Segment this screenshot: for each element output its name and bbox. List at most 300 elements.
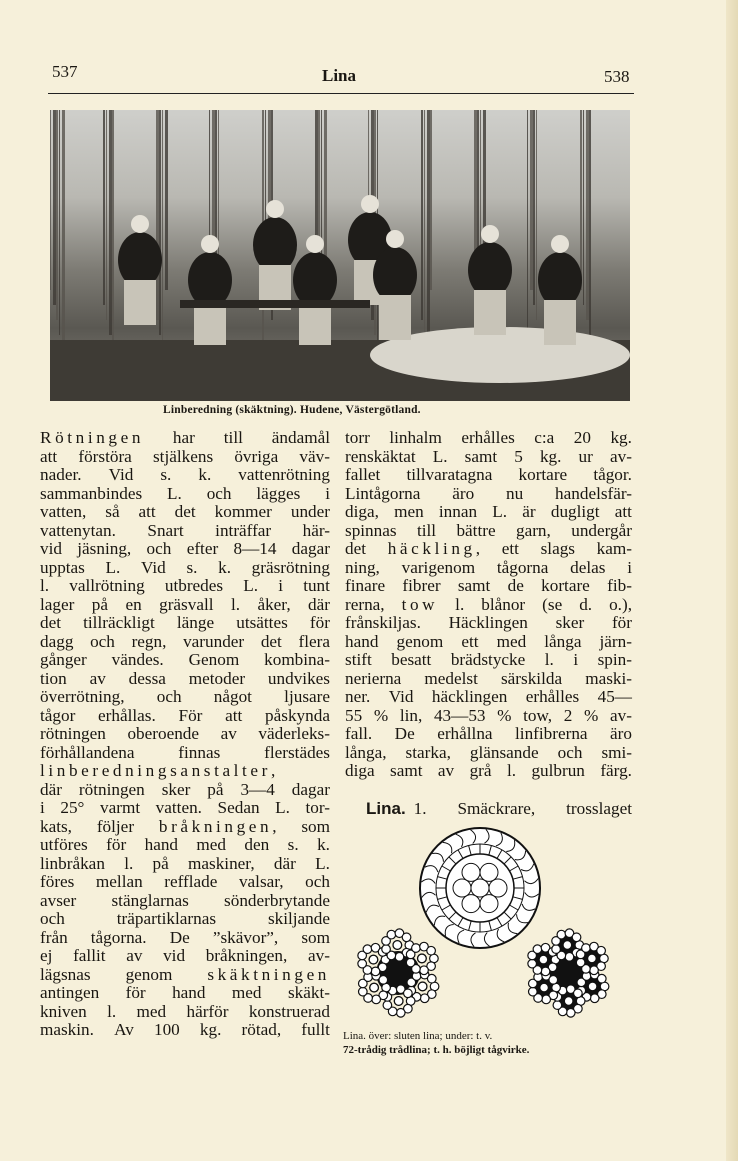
word: L. (167, 483, 182, 503)
person (253, 217, 297, 273)
word: är (522, 502, 536, 521)
word: fallit (73, 946, 106, 965)
word: som (301, 927, 330, 947)
word: det (260, 631, 282, 651)
word: och (156, 687, 182, 706)
line-text (40, 818, 330, 837)
text-line (40, 688, 330, 707)
word: för (611, 613, 632, 632)
word: den (244, 835, 270, 854)
word: l. (124, 853, 134, 873)
wire (372, 995, 381, 1004)
word: vatten. (155, 798, 202, 817)
wire (563, 941, 572, 950)
page-edge (726, 0, 738, 1161)
word: 55 (345, 705, 363, 725)
word: Vid (141, 557, 166, 577)
word: för (309, 613, 330, 632)
spaced-term: skäktningen (207, 964, 330, 984)
text-line (40, 596, 330, 615)
word: i (278, 576, 284, 595)
word: varmt (100, 798, 141, 817)
tree-trunk (536, 110, 537, 320)
word: 3—4 (240, 779, 275, 799)
word: Lintågorna (345, 483, 421, 503)
word: gräsrötning (251, 557, 330, 577)
word: k. (218, 557, 231, 577)
word: utföres (40, 835, 88, 854)
word: Vid (108, 465, 134, 484)
word: sammanbindes (40, 483, 143, 503)
text-line (40, 485, 330, 504)
text-line (345, 485, 632, 504)
word: med (196, 835, 227, 854)
header-rule (48, 93, 634, 94)
wire (565, 953, 574, 962)
word: k. (317, 835, 330, 854)
word: finare (345, 576, 386, 595)
text-line (40, 929, 330, 948)
wire (394, 997, 403, 1006)
word: % (373, 705, 389, 725)
text-line (345, 466, 632, 485)
word: Av (114, 1020, 134, 1039)
word: och (90, 631, 115, 651)
core-wire (462, 863, 480, 881)
word: konstruerad (248, 1001, 330, 1021)
word: Sedan (217, 798, 260, 817)
core-wire (489, 879, 507, 897)
text-line (40, 559, 330, 578)
word: delas (570, 557, 606, 577)
word: genom (396, 631, 444, 651)
text-line (345, 744, 632, 763)
word: samt (457, 576, 491, 595)
word: i (40, 798, 45, 817)
word: nerierna (345, 668, 402, 688)
word: för (106, 835, 127, 854)
text-segment: kats, följer (40, 816, 159, 836)
photograph-flax-processing (50, 110, 630, 401)
wire (576, 958, 585, 967)
word: fullt (301, 1020, 330, 1039)
text-segment: , (270, 761, 276, 780)
word: från (40, 927, 68, 947)
word: skäkt- (287, 983, 330, 1002)
word: L. (243, 576, 259, 595)
word: Genom (188, 650, 240, 669)
word: smi- (601, 742, 632, 762)
word: sönderbrytande (224, 890, 330, 910)
line-text (40, 966, 330, 985)
word: av (89, 668, 106, 688)
wire (412, 944, 421, 953)
wire (528, 959, 537, 968)
wire (597, 946, 606, 955)
text-column-right (345, 429, 632, 781)
word: vallrötning (69, 576, 145, 595)
tree-trunk (112, 110, 114, 350)
word: frånskiljas. (345, 613, 421, 632)
text-line (40, 781, 330, 800)
text-line (345, 429, 632, 448)
word: på (152, 853, 169, 873)
word: att (138, 502, 156, 521)
wire (396, 1009, 405, 1018)
word: på (91, 594, 109, 614)
text-line (345, 522, 632, 541)
word: tor- (305, 798, 330, 817)
word: så (105, 502, 120, 521)
word: på (207, 779, 224, 799)
word: Snart (147, 520, 184, 540)
word: i (573, 650, 579, 669)
text-line (345, 670, 632, 689)
word: jäsning, (77, 539, 132, 558)
word: väderleks- (258, 724, 330, 743)
text-line (40, 892, 330, 911)
tree-trunk (62, 110, 65, 350)
tree-trunk (527, 110, 528, 350)
word: färg. (600, 761, 632, 780)
word: stänglarnas (111, 890, 189, 910)
word: och (146, 539, 172, 558)
text-segment: har till ändamål (144, 428, 330, 447)
word: garn, (515, 520, 551, 540)
word: c:a (534, 428, 555, 447)
wire (427, 946, 436, 955)
word: innan (438, 502, 478, 521)
word: härför (186, 1001, 229, 1021)
text-segment: , ett slags kam- (475, 539, 633, 558)
wire (541, 967, 550, 976)
wire (582, 944, 591, 953)
tree-trunk (53, 110, 56, 305)
text-line (40, 818, 330, 837)
word: l. (544, 650, 554, 669)
word: avser (40, 890, 77, 910)
word: rötad, (241, 1020, 282, 1039)
word: varigenom (401, 557, 476, 577)
text-line (40, 429, 330, 448)
word: sker (161, 779, 191, 799)
word: med (136, 1001, 167, 1021)
text-line (345, 596, 632, 615)
entry-text: 1. Smäckrare, trosslaget (413, 799, 632, 818)
text-line (40, 651, 330, 670)
person-head (361, 195, 379, 213)
word: kg. (539, 446, 562, 466)
word: samt (390, 761, 423, 780)
entry-lina (366, 799, 632, 819)
text-line (345, 725, 632, 744)
word: nu (506, 483, 524, 503)
word: Vid (388, 687, 414, 706)
word: kortare (541, 576, 590, 595)
word: överrötning, (40, 687, 125, 706)
word: 5 (514, 446, 523, 466)
word: s. (160, 465, 172, 484)
text-segment: , som (272, 816, 330, 836)
wire (418, 982, 427, 991)
word: med (496, 631, 527, 651)
word: tunt (303, 576, 330, 595)
word: utsättes (236, 613, 288, 632)
word: s. (287, 835, 299, 854)
word: fib- (607, 576, 632, 595)
tree-trunk (159, 110, 161, 335)
word: tow, (523, 705, 553, 725)
person-apron (124, 280, 156, 325)
word: diga (345, 761, 375, 780)
wire (574, 989, 583, 998)
word: nader. (40, 465, 82, 484)
word: ur (578, 446, 593, 466)
word: ett (461, 631, 479, 651)
word: för (125, 983, 146, 1002)
word: stift (345, 650, 372, 669)
wire (363, 945, 372, 954)
word: men (394, 502, 424, 521)
word: L. (105, 557, 121, 577)
person (468, 242, 512, 298)
wire (359, 987, 368, 996)
word: L. (315, 853, 330, 873)
core-wire (453, 879, 471, 897)
word: att (614, 502, 632, 521)
person (373, 247, 417, 303)
wire (418, 954, 427, 963)
word: kommer (214, 502, 272, 521)
text-line (40, 762, 330, 781)
text-line (40, 966, 330, 985)
word: lägges (256, 483, 301, 503)
word: renskäktat (345, 446, 416, 466)
tree-trunk (106, 110, 107, 320)
figure-caption-line1: Lina. över: sluten lina; under: t. v. (343, 1030, 493, 1042)
word: regn, (131, 631, 167, 651)
word: i (325, 483, 330, 503)
text-line (345, 633, 632, 652)
line-text (40, 429, 330, 448)
text-line (345, 577, 632, 596)
wire (420, 994, 429, 1003)
wire (566, 1009, 575, 1018)
spaced-term: bråkningen (158, 816, 273, 836)
word: och (557, 742, 583, 762)
text-line (345, 688, 632, 707)
word: l. (107, 1001, 117, 1021)
wire (572, 933, 581, 942)
wire (369, 955, 378, 964)
tree-trunk (533, 110, 535, 305)
word: vid (163, 946, 186, 965)
word: finnas (178, 742, 221, 762)
spaced-term: Rötningen (40, 428, 145, 447)
word: besatt (391, 650, 432, 669)
word: det (174, 502, 196, 521)
wire (370, 983, 379, 992)
text-line (40, 503, 330, 522)
word: att (225, 705, 243, 725)
word: bättre (456, 520, 496, 540)
wire (539, 955, 548, 964)
word: valsar, (238, 872, 284, 891)
running-title: Lina (322, 66, 357, 85)
word: länge (176, 613, 215, 632)
wire (540, 983, 549, 992)
word: 43—53 (433, 705, 486, 725)
word: äro (452, 483, 475, 503)
word: övriga (234, 446, 279, 466)
word: en (125, 594, 142, 614)
page-number-left: 537 (52, 62, 78, 81)
word: metoder (188, 668, 246, 688)
word: maskin. (40, 1020, 94, 1039)
text-line (40, 910, 330, 929)
word: lager (40, 594, 75, 614)
wire (552, 945, 561, 954)
person (188, 252, 232, 308)
word: järn- (599, 631, 632, 651)
photo-caption: Linberedning (skäktning). Hudene, Västergötland. (163, 404, 421, 416)
word: refflade (164, 872, 218, 891)
text-line (40, 947, 330, 966)
word: vattenrötning (238, 465, 330, 484)
tree-trunk (103, 110, 105, 305)
text-line (40, 614, 330, 633)
tree-trunk (50, 110, 51, 290)
wire (427, 974, 436, 983)
word: de (507, 576, 524, 595)
word: i (627, 557, 632, 577)
word: ej (40, 946, 53, 965)
word: lin, (399, 705, 423, 725)
wire (529, 987, 538, 996)
word: linhalm (389, 428, 442, 447)
word: vatten, (40, 502, 87, 521)
spaced-term: häckling (387, 539, 476, 558)
wire (393, 941, 402, 950)
word: gånger (40, 650, 87, 669)
wire (553, 1001, 562, 1010)
word: hand (144, 835, 179, 854)
word: 100 (153, 1020, 180, 1039)
word: erhållna (437, 724, 493, 743)
word: särskilda (500, 668, 563, 688)
word: k. (198, 465, 212, 484)
word: något (213, 687, 252, 706)
word: av (437, 761, 455, 780)
word: förstöra (78, 446, 132, 466)
word: torr (345, 428, 370, 447)
word: långa (544, 631, 582, 651)
word: linbråkan (40, 853, 105, 873)
word: L. (492, 502, 508, 521)
word: kortare (518, 465, 568, 484)
word: till (416, 520, 437, 540)
word: kg. (199, 1020, 222, 1039)
text-segment: l. blånor (se d. o.), (438, 594, 632, 614)
word: kg. (610, 428, 632, 447)
word: kniven (40, 1001, 87, 1021)
core-wire (471, 879, 489, 897)
word: 20 (573, 428, 591, 447)
tree-trunk (56, 110, 58, 320)
person-head (266, 200, 284, 218)
tree-trunk (430, 110, 432, 290)
core-wire (462, 895, 480, 913)
scutching-bench (180, 300, 370, 308)
word: hand (345, 631, 379, 651)
word: l. (506, 761, 517, 780)
text-line (40, 725, 330, 744)
wire (588, 982, 597, 991)
word: medelst (424, 668, 478, 688)
text-line (40, 855, 330, 874)
word: fallet (345, 465, 381, 484)
word: upptas (40, 557, 85, 577)
person (118, 232, 162, 288)
word: erhålles (461, 428, 515, 447)
word: 25° (60, 798, 85, 817)
word: av (126, 946, 143, 965)
word: av- (610, 705, 632, 725)
word: flerstädes (264, 742, 330, 762)
wire (564, 997, 573, 1006)
text-segment: rerna, (345, 594, 402, 614)
word: kombina- (264, 650, 330, 669)
text-line (345, 559, 632, 578)
word: förhållandena (40, 742, 135, 762)
text-line (345, 614, 632, 633)
rope-cross-section-figure (340, 820, 640, 1030)
word: % (584, 705, 599, 725)
word: och (305, 872, 330, 891)
word: L. (275, 798, 290, 817)
word: antingen (40, 983, 100, 1002)
word: erhållas. (98, 705, 156, 725)
word: tågorna. (90, 927, 147, 947)
word: ner. (345, 687, 371, 706)
word: undergår (571, 520, 632, 540)
word: maski- (585, 668, 632, 688)
tree-trunk (589, 110, 591, 335)
tree-trunk (165, 110, 168, 290)
word: spinnas (345, 520, 397, 540)
person (293, 252, 337, 308)
tree-trunk (530, 110, 533, 290)
wire (557, 930, 566, 939)
word: under (290, 502, 330, 521)
text-segment: lägsnas genom (40, 964, 208, 984)
word: fall. (345, 724, 373, 743)
word: efter (186, 539, 219, 558)
text-line (345, 762, 632, 781)
tree-trunk (427, 110, 430, 350)
text-line (40, 1021, 330, 1040)
word: och (40, 909, 65, 928)
word: handelsfär- (555, 483, 632, 503)
word: dagar (291, 779, 330, 799)
word: vid (40, 539, 62, 558)
word: ”skävor”, (212, 927, 279, 947)
word: dagg (40, 631, 74, 651)
word: där (273, 853, 296, 873)
wire (387, 930, 396, 939)
tree-trunk (156, 110, 159, 320)
person-apron (379, 295, 411, 340)
